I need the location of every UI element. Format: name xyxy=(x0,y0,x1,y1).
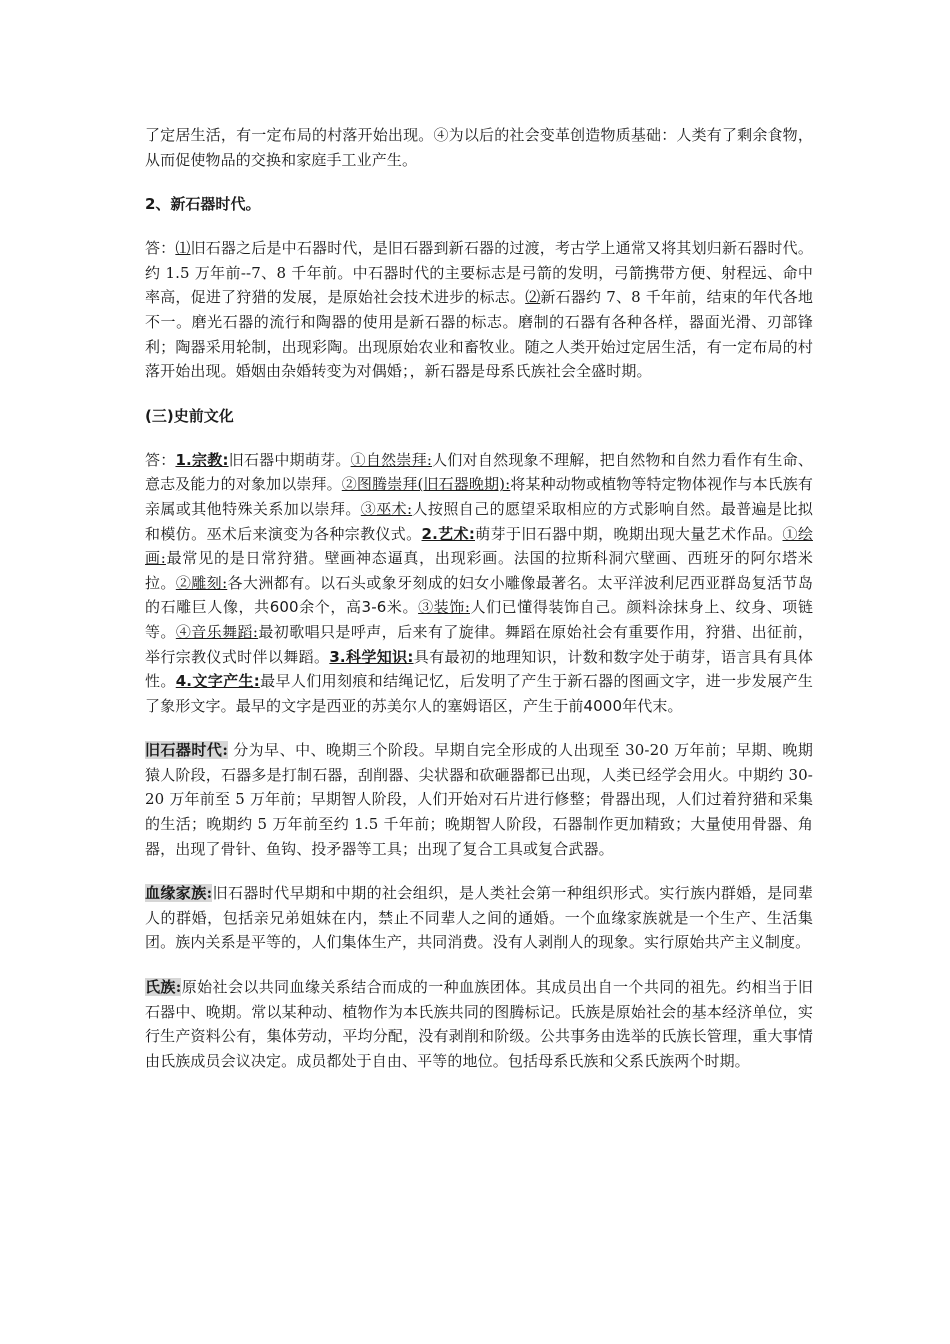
term-label: 旧石器时代: xyxy=(145,741,228,760)
keyword-nature-worship: ①自然崇拜: xyxy=(350,450,432,469)
keyword-writing: 4.文字产生: xyxy=(175,672,260,691)
text-span: 年代末。 xyxy=(622,696,683,715)
answer-label: 答： xyxy=(145,450,176,469)
section-heading-prehistoric-culture: (三)史前文化 xyxy=(145,406,234,425)
text-span: 余个，高 xyxy=(298,598,362,617)
keyword-science: 3.科学知识: xyxy=(329,647,414,666)
text-span: 各大洲都有。以石头或象牙刻成的妇女小雕像最著名。太平洋波利尼西亚群岛复活节岛的石雕巨人像，共 xyxy=(145,573,813,617)
text-span: 将某种动物或植物等特定物体视作与本氏族有亲属或其他特殊关系加以崇拜。 xyxy=(145,475,814,518)
keyword-music-dance: ④音乐舞蹈: xyxy=(175,622,259,641)
term-definition: 分为早、中、晚期三个阶段。早期自完全形成的人出现至 30-20 万年前；早期、晚期猿人阶段，石器多是打制石器，刮削器、尖状器和砍砸器都已出现，人类已经学会用火。中期约 30-20 万年前至 5 万年前；早期智人阶段，人们开始对石片进行修整；骨器出现，人们过着狩猎和采集的生活；晚期约 5 万年前至约 1.5 千年前；晚期智人阶段，石器制作更加精致；大量使用骨器、角器，出现了骨针、鱼钩、投矛器等工具；出现了复合工具或复合武器。 xyxy=(145,741,813,858)
term-label: 氏族: xyxy=(145,978,182,997)
intro-text: 了定居生活，有一定布局的村落开始出现。④为以后的社会变革创造物质基础：人类有了剩余食物，从而促使物品的交换和家庭手工业产生。 xyxy=(145,126,813,169)
text-span: 具有最初的地理知识，计数和数字处于萌芽，语言具有具体性。 xyxy=(145,647,813,691)
mesolithic-text: 旧石器之后是中石器时代，是旧石器到新石器的过渡，考古学上通常又将其划归新石器时代。约 1.5 万年前--7、8 千年前。中石器时代的主要标志是弓箭的发明，弓箭携带方便、射程远、命中率高，促进了狩猎的发展，是原始社会技术进步的标志。 xyxy=(145,239,813,307)
text-span: 最常见的是日常狩猎。壁画神态逼真，出现彩画。法国的拉斯科洞穴壁画、西班牙的阿尔塔米拉。 xyxy=(145,549,813,592)
text-span: 最初歌唱只是呼声，后来有了旋律。舞蹈在原始社会有重要作用，狩猎、出征前，举行宗教仪式时伴以舞蹈。 xyxy=(145,622,813,666)
keyword-sculpture: ②雕刻: xyxy=(175,573,228,592)
text-span: 人按照自己的愿望采取相应的方式影响自然。最普遍是比拟和模仿。巫术后来演变为各种宗教仪式。 xyxy=(145,499,813,543)
section-heading-neolithic: 2、新石器时代。 xyxy=(145,195,261,214)
term-paleolithic xyxy=(145,738,813,861)
text-span: 人们对自然现象不理解，把自然物和自然力看作有生命、意志及能力的对象加以崇拜。 xyxy=(145,450,813,494)
term-definition: 原始社会以共同血缘关系结合而成的一种血族团体。其成员出自一个共同的祖先。约相当于旧石器中、晚期。常以某种动、植物作为本氏族共同的图腾标记。氏族是原始社会的基本经济单位，实行生产资料公有，集体劳动，平均分配，没有剥削和阶级。公共事务由选举的氏族长管理，重大事情由氏族成员会议决定。成员都处于自由、平等的地位。包括母系氏族和父系氏族两个时期。 xyxy=(145,978,813,1070)
term-blood-family xyxy=(145,881,813,955)
intro-paragraph xyxy=(145,123,813,172)
item-marker: ⑴ xyxy=(175,239,191,258)
term-label: 血缘家族: xyxy=(145,884,213,903)
keyword-witchcraft: ③巫术: xyxy=(360,499,413,518)
keyword-decoration: ③装饰: xyxy=(418,598,471,617)
keyword-religion: 1.宗教: xyxy=(175,450,229,469)
culture-paragraph xyxy=(145,448,813,719)
keyword-totem-worship: ②图腾崇拜(旧石器晚期): xyxy=(341,475,511,494)
term-clan xyxy=(145,975,813,1073)
number-span: 600 xyxy=(269,598,299,617)
keyword-art: 2.艺术: xyxy=(421,524,475,543)
neolithic-paragraph xyxy=(145,236,813,384)
keyword-painting: ①绘画: xyxy=(145,524,813,568)
answer-label: 答： xyxy=(145,239,176,258)
text-span: 最早人们用刻痕和结绳记忆，后发明了产生于新石器的图画文字，进一步发展产生了象形文字。最早的文字是西亚的苏美尔人的塞姆语区，产生于前 xyxy=(145,672,813,715)
document-body xyxy=(145,123,813,1073)
text-span: 萌芽于旧石器中期，晚期出现大量艺术作品。 xyxy=(475,524,783,543)
neolithic-text: 新石器约 7、8 千年前，结束的年代各地不一。磨光石器的流行和陶器的使用是新石器的标志。磨制的石器有各种各样，器面光滑、刃部锋利；陶器采用轮制，出现彩陶。出现原始农业和畜牧业。随之人类开始过定居生活，有一定布局的村落开始出现。婚姻由杂婚转变为对偶婚；，新石器是母系氏族社会全盛时期。 xyxy=(145,288,813,381)
number-span: 4000 xyxy=(583,696,623,715)
text-span: 旧石器中期萌芽。 xyxy=(228,450,351,469)
text-span: 人们已懂得装饰自己。颜料涂抹身上、纹身、项链等。 xyxy=(145,598,813,641)
number-span: 3-6 xyxy=(361,598,387,617)
item-marker: ⑵ xyxy=(525,288,541,307)
text-span: 米。 xyxy=(386,598,419,617)
term-definition: 旧石器时代早期和中期的社会组织，是人类社会第一种组织形式。实行族内群婚，是同辈人的群婚，包括亲兄弟姐妹在内，禁止不同辈人之间的通婚。一个血缘家族就是一个生产、生活集团。族内关系是平等的，人们集体生产，共同消费。没有人剥削人的现象。实行原始共产主义制度。 xyxy=(145,884,814,952)
